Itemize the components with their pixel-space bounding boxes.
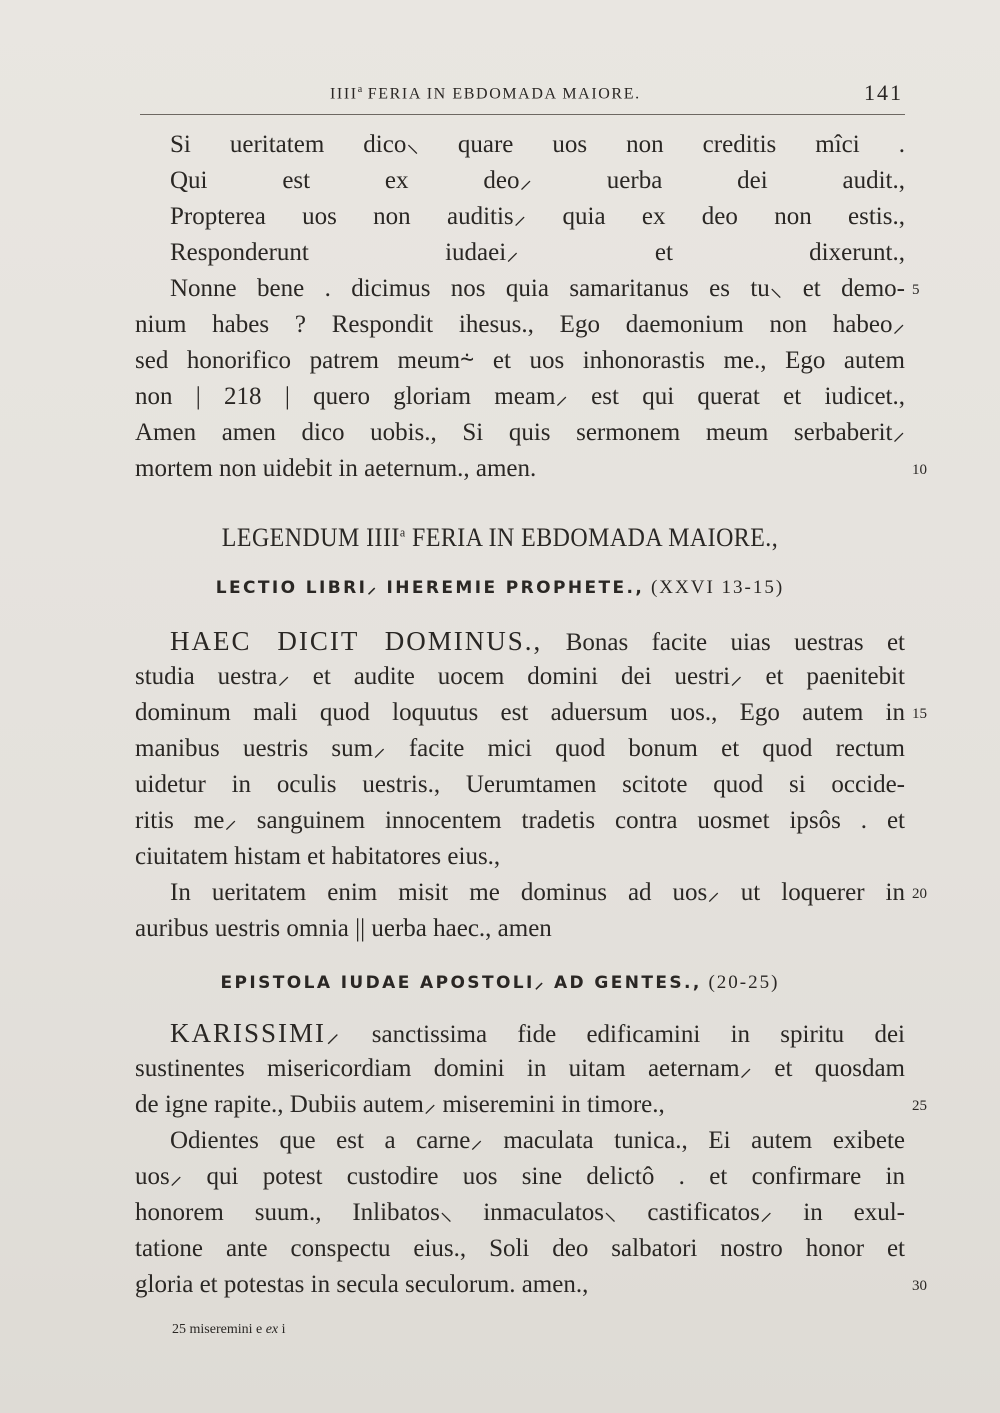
line-text: sanctissima fide edificamini in spiritu dei [341,1021,905,1048]
line-text: sustinentes misericordiam domini in uitam aeternam⸝ et quosdam [135,1055,905,1082]
text-line [135,842,905,872]
line-text: Qui est ex deo⸝ uerba dei audit., [170,167,905,194]
line-number: 25 [912,1098,927,1114]
text-line [170,202,905,232]
line-number: 10 [912,462,927,478]
section-heading-legendum: LEGENDUM IIII$^a$ FERIA IN EBDOMADA MAIORE., [221,523,779,552]
text-line [135,734,905,764]
line-text: gloria et potestas in secula seculorum. amen., [135,1271,589,1298]
line-text: ciuitatem histam et habitatores eius., [135,843,501,870]
page-number: 141 [864,80,903,105]
text-line [135,310,905,340]
line-text: manibus uestris sum⸝ facite mici quod bonum et quod rectum [135,735,905,762]
line-text: Odientes que est a carne⸝ maculata tunica., Ei autem exibete [170,1127,905,1154]
text-line [170,274,905,304]
text-line [170,166,905,196]
text-line [135,806,905,836]
text-line [170,238,905,268]
line-text: de igne rapite., Dubiis autem⸝ miseremini in timore., [135,1091,665,1118]
text-line [135,662,905,692]
line-text: Propterea uos non auditis⸝ quia ex deo non estis., [170,203,905,230]
line-text: ritis me⸝ sanguinem innocentem tradetis contra uosmet ipsôs . et [135,807,905,834]
initial-capitals: HAEC DICIT DOMINUS., [170,626,543,656]
line-text: Amen amen dico uobis., Si quis sermonem meum serbaberit⸝ [135,419,905,446]
text-line [135,1234,905,1264]
initial-capitals: KARISSIMI⸝ [170,1018,342,1048]
line-text: studia uestra⸝ et audite uocem domini dei uestri⸝ et paenitebit [135,663,905,690]
text-line [135,914,905,944]
text-line [135,698,905,728]
line-number: 5 [912,282,920,298]
text-line [135,418,905,448]
text-line [135,1198,905,1228]
line-text: nium habes ? Respondit ihesus., Ego daemonium non habeo⸝ [135,311,905,338]
line-number: 15 [912,706,927,722]
text-line [135,346,905,376]
line-text: dominum mali quod loquutus est aduersum uos., Ego autem in [135,699,905,726]
running-head-title: IIII$^a$ FERIA IN EBDOMADA MAIORE. [330,84,641,103]
line-text: In ueritatem enim misit me dominus ad uos⸝ ut loquerer in [170,879,905,906]
text-line [170,1126,905,1156]
line-text: Bonas facite uias uestras et [542,629,905,656]
text-line [135,1054,905,1084]
line-text: honorem suum., Inlibatos⸜ inmaculatos⸜ castificatos⸝ in exul- [135,1199,905,1226]
line-number: 20 [912,886,927,902]
section-heading-epistola: EPISTOLA IUDAE APOSTOLI⸝ AD GENTES., (20-25) [220,972,780,993]
text-line [135,1270,905,1300]
text-line [170,1018,905,1050]
line-text: Responderunt iudaei⸝ et dixerunt., [170,239,905,266]
text-line [135,454,905,484]
text-line [135,1090,905,1120]
line-text: mortem non uidebit in aeternum., amen. [135,455,537,482]
text-line [170,626,905,658]
line-text: uos⸝ qui potest custodire uos sine delictô . et confirmare in [135,1163,905,1190]
text-line [135,1162,905,1192]
text-line [170,878,905,908]
line-text: uidetur in oculis uestris., Uerumtamen scitote quod si occide- [135,771,905,798]
text-line [170,130,905,160]
line-text: auribus uestris omnia || uerba haec., amen [135,915,552,942]
text-line [135,770,905,800]
line-text: Si ueritatem dico⸜ quare uos non creditis mîci . [170,131,905,158]
section-heading-lectio: LECTIO LIBRI⸝ IHEREMIE PROPHETE., (XXVI 13-15) [215,577,785,598]
line-number: 30 [912,1278,927,1294]
line-text: sed honorifico patrem meum⸞ et uos inhonorastis me., Ego autem [135,347,905,374]
line-text: non | 218 | quero gloriam meam⸝ est qui querat et iudicet., [135,383,905,410]
running-head [140,80,905,115]
line-text: tatione ante conspectu eius., Soli deo salbatori nostro honor et [135,1235,905,1262]
footnote: 25 miseremini e ex i [172,1322,286,1337]
line-text: Nonne bene . dicimus nos quia samaritanus es tu⸜ et demo- [170,275,905,302]
text-line [135,382,905,412]
